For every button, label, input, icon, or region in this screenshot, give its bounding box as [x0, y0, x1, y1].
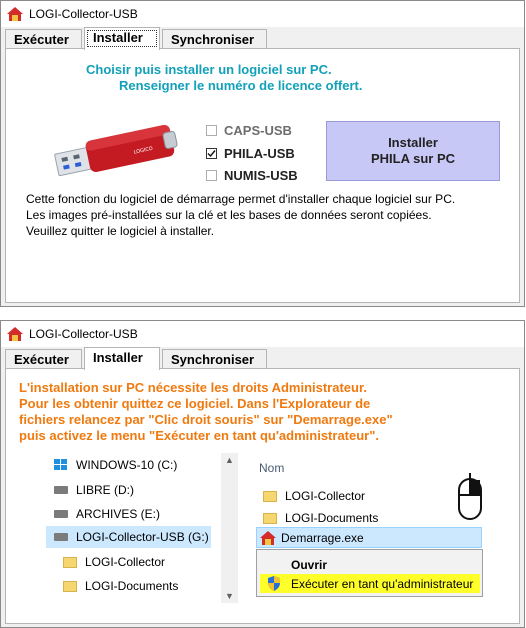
context-menu: [256, 549, 483, 597]
nav-drive-d[interactable]: [54, 483, 134, 497]
app-house-icon: [7, 327, 23, 341]
checkbox-caps-usb[interactable]: [206, 125, 217, 136]
option-label: CAPS-USB: [224, 123, 292, 138]
install-button-line-1: Installer: [388, 135, 438, 150]
nav-label: LIBRE (D:): [76, 483, 135, 497]
file-folder-logi-collector[interactable]: [263, 489, 365, 503]
option-label: NUMIS-USB: [224, 168, 298, 183]
tab-synchroniser[interactable]: Synchroniser: [162, 29, 267, 49]
tab-executer[interactable]: Exécuter: [5, 349, 82, 369]
option-caps-usb[interactable]: [206, 123, 292, 138]
folder-icon: [63, 557, 77, 568]
nav-folder-logi-collector[interactable]: [63, 555, 165, 569]
menu-item-label: Exécuter en tant qu'administrateur: [291, 577, 474, 591]
file-label: Demarrage.exe: [281, 531, 364, 545]
description-line-1: Cette fonction du logiciel de démarrage permet d'installer chaque logiciel sur PC.: [26, 192, 456, 206]
mouse-icon: [457, 473, 485, 523]
nav-label: ARCHIVES (E:): [76, 507, 161, 521]
nav-drive-c[interactable]: [54, 458, 177, 472]
description-text: [26, 191, 506, 239]
drive-icon: [54, 533, 68, 541]
top-tab-bar: [1, 27, 524, 49]
install-button[interactable]: [326, 121, 500, 181]
folder-icon: [63, 581, 77, 592]
window-title: LOGI-Collector-USB: [29, 327, 138, 341]
top-window: [0, 0, 525, 307]
nav-label: LOGI-Collector-USB (G:): [76, 530, 209, 544]
top-title-bar: [1, 1, 524, 27]
file-folder-logi-documents[interactable]: [263, 511, 378, 525]
tab-installer[interactable]: Installer: [84, 347, 160, 370]
install-button-line-2: PHILA sur PC: [370, 151, 456, 166]
nav-label: LOGI-Documents: [85, 579, 179, 593]
folder-icon: [263, 491, 277, 502]
menu-item-run-as-admin[interactable]: [260, 574, 480, 593]
folder-icon: [263, 513, 277, 524]
app-house-icon: [7, 7, 23, 21]
nav-label: LOGI-Collector: [85, 555, 166, 569]
admin-note-line-4: puis activez le menu "Exécuter en tant qu'administrateur".: [19, 428, 380, 443]
description-line-3: Veuillez quitter le logiciel à installer.: [26, 224, 215, 238]
tab-synchroniser[interactable]: Synchroniser: [162, 349, 267, 369]
heading-line-2: Renseigner le numéro de licence offert.: [119, 78, 363, 93]
tab-executer[interactable]: Exécuter: [5, 29, 82, 49]
tab-installer[interactable]: Installer: [84, 27, 160, 50]
install-heading: [1, 62, 521, 94]
file-label: LOGI-Documents: [285, 511, 379, 525]
admin-note-line-3: fichiers relancez par "Clic droit souris" sur "Demarrage.exe": [19, 412, 393, 427]
nav-drive-e[interactable]: [54, 507, 160, 521]
option-label: PHILA-USB: [224, 146, 295, 161]
nav-scrollbar[interactable]: [221, 453, 238, 603]
usb-stick-label: LOGICO: [133, 145, 154, 156]
heading-line-1: Choisir puis installer un logiciel sur PC.: [86, 62, 332, 77]
bottom-window: [0, 320, 525, 628]
window-title: LOGI-Collector-USB: [29, 7, 138, 21]
checkbox-phila-usb[interactable]: [206, 148, 217, 159]
admin-note-line-2: Pour les obtenir quittez ce logiciel. Dans l'Explorateur de: [19, 396, 371, 411]
scroll-up-icon[interactable]: ▲: [225, 455, 234, 465]
file-label: LOGI-Collector: [285, 489, 366, 503]
checkmark-icon: [206, 148, 217, 159]
file-demarrage-exe[interactable]: [260, 531, 364, 545]
nav-label: WINDOWS-10 (C:): [76, 458, 178, 472]
menu-item-ouvrir[interactable]: Ouvrir: [291, 558, 328, 572]
nav-drive-g[interactable]: [54, 530, 209, 544]
description-line-2: Les images pré-installées sur la clé et les bases de données seront copiées.: [26, 208, 432, 222]
usb-stick-image: [53, 119, 183, 181]
admin-note: [19, 380, 393, 444]
windows-drive-icon: [54, 459, 68, 471]
drive-icon: [54, 486, 68, 494]
checkbox-numis-usb[interactable]: [206, 170, 217, 181]
bottom-title-bar: [1, 321, 524, 347]
bottom-tab-bar: [1, 347, 524, 369]
option-phila-usb[interactable]: [206, 146, 295, 161]
column-header-nom[interactable]: Nom: [259, 461, 285, 475]
drive-icon: [54, 510, 68, 518]
app-house-icon: [260, 531, 276, 545]
uac-shield-icon: [267, 576, 281, 591]
nav-folder-logi-documents[interactable]: [63, 579, 178, 593]
admin-note-line-1: L'installation sur PC nécessite les droits Administrateur.: [19, 380, 367, 395]
option-numis-usb[interactable]: [206, 168, 298, 183]
scroll-down-icon[interactable]: ▼: [225, 591, 234, 601]
